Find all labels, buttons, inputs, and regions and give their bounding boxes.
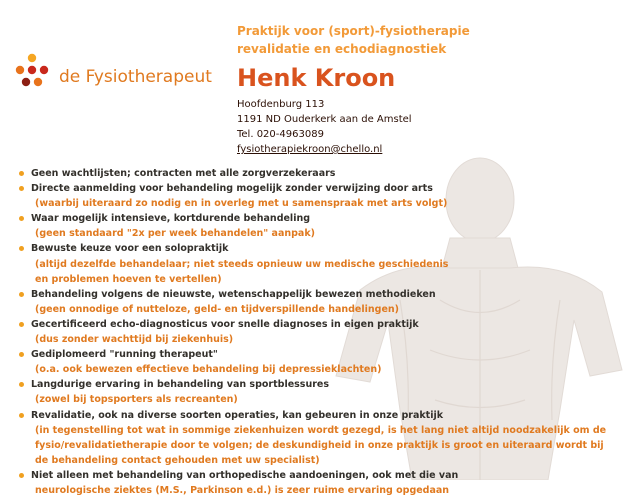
list-item-note: de behandeling contact gehouden met uw specialist) xyxy=(35,454,320,466)
list-item-title: Behandeling volgens de nieuwste, wetenschappelijk bewezen methodieken xyxy=(31,288,436,300)
list-item-note: (o.a. ook bewezen effectieve behandeling bij depressieklachten) xyxy=(35,364,382,376)
list-item xyxy=(18,347,628,377)
list-item-note: (dus zonder wachttijd bij ziekenhuis) xyxy=(35,334,234,346)
practitioner-name: Henk Kroon xyxy=(237,64,396,92)
list-item-title: Niet alleen met behandeling van orthopedische aandoeningen, ook met die van xyxy=(31,469,459,481)
practice-tagline-line-2: revalidatie en echodiagnostiek xyxy=(237,42,447,56)
brand-logo[interactable] xyxy=(12,52,227,92)
practice-tagline-line-1: Praktijk voor (sport)-fysiotherapie xyxy=(237,24,470,38)
address-city: 1191 ND Ouderkerk aan de Amstel xyxy=(237,114,412,125)
list-item-note: neurologische ziektes (M.S., Parkinson e.d.) is zeer ruime ervaring opgedaan xyxy=(35,484,450,496)
logo-dots-icon xyxy=(12,52,52,92)
email-link[interactable]: fysiotherapiekroon@chello.nl xyxy=(237,144,383,155)
list-item xyxy=(18,317,628,347)
list-item-title: Directe aanmelding voor behandeling mogelijk zonder verwijzing door arts xyxy=(31,183,433,195)
list-item-title: Gecertificeerd echo-diagnosticus voor snelle diagnoses in eigen praktijk xyxy=(31,318,419,330)
feature-list xyxy=(18,166,628,498)
list-item-note: (in tegenstelling tot wat in sommige ziekenhuizen wordt gezegd, is het lang niet altijd noodzakelijk om de xyxy=(35,424,607,436)
list-item xyxy=(18,377,628,407)
list-item xyxy=(18,241,628,286)
list-item-note: (altijd dezelfde behandelaar; niet steeds opnieuw uw medische geschiedenis xyxy=(35,258,449,270)
list-item-title: Langdurige ervaring in behandeling van sportblessures xyxy=(31,379,329,391)
list-item-title: Waar mogelijk intensieve, kortdurende behandeling xyxy=(31,213,311,225)
list-item-note: (geen onnodige of nutteloze, geld- en tijdverspillende handelingen) xyxy=(35,303,400,315)
list-item xyxy=(18,408,628,468)
practice-header xyxy=(237,22,632,157)
list-item-note: en problemen hoeven te vertellen) xyxy=(35,273,222,285)
list-item xyxy=(18,287,628,317)
list-item-title: Gediplomeerd "running therapeut" xyxy=(31,349,218,361)
logo-text: de Fysiotherapeut xyxy=(59,67,212,87)
phone-number: Tel. 020-4963089 xyxy=(237,129,324,140)
list-item xyxy=(18,468,628,498)
list-item-note: fysio/revalidatietherapie door te volgen; de deskundigheid in onze praktijk is groot en uiteraard wordt bij xyxy=(35,439,604,451)
list-item-title: Revalidatie, ook na diverse soorten operaties, kan gebeuren in onze praktijk xyxy=(31,409,444,421)
list-item-title: Bewuste keuze voor een solopraktijk xyxy=(31,243,229,255)
list-item-title: Geen wachtlijsten; contracten met alle zorgverzekeraars xyxy=(31,168,336,179)
list-item xyxy=(18,181,628,211)
list-item-note: (geen standaard "2x per week behandelen" aanpak) xyxy=(35,228,315,240)
list-item-note: (waarbij uiteraard zo nodig en in overleg met u samenspraak met arts volgt) xyxy=(35,198,448,210)
list-item xyxy=(18,211,628,241)
list-item xyxy=(18,166,628,181)
list-item-note: (zowel bij topsporters als recreanten) xyxy=(35,394,238,406)
address-street: Hoofdenburg 113 xyxy=(237,99,325,110)
